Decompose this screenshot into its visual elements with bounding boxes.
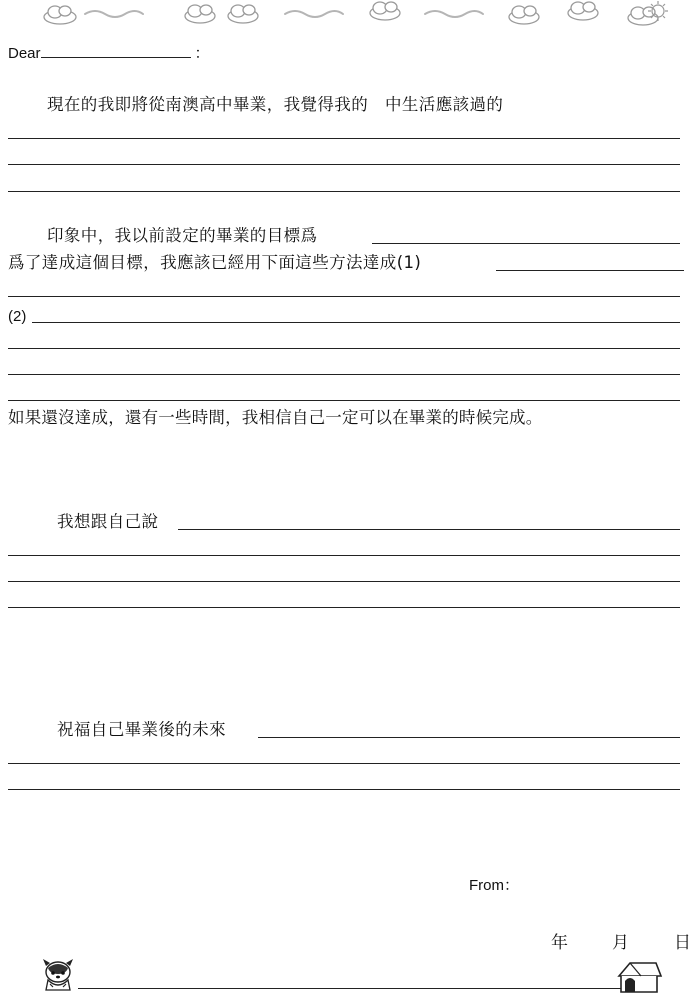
greeting-colon: ：: [194, 45, 210, 62]
answer-line[interactable]: [8, 348, 680, 349]
cloud-icon: [509, 6, 539, 24]
self-talk-blank[interactable]: [178, 529, 680, 530]
date-year-label: 年: [551, 933, 568, 953]
answer-line[interactable]: [8, 191, 680, 192]
answer-line[interactable]: [8, 763, 680, 764]
date-day-label: 日: [674, 933, 691, 953]
cloud-icon: [185, 5, 215, 23]
cloud-icon: [568, 2, 598, 20]
blessing-blank[interactable]: [258, 737, 680, 738]
cloud-border: [0, 0, 693, 36]
cloud-icon: [44, 6, 76, 24]
answer-line[interactable]: [8, 400, 680, 401]
answer-line[interactable]: [8, 164, 680, 165]
method-two-blank[interactable]: [32, 322, 680, 323]
house-icon: [617, 960, 663, 994]
answer-line[interactable]: [8, 555, 680, 556]
grass-icon: [425, 11, 483, 17]
answer-line[interactable]: [8, 789, 680, 790]
answer-line[interactable]: [8, 138, 680, 139]
dog-icon: [40, 958, 76, 992]
goal-blank[interactable]: [372, 243, 680, 244]
recipient-blank[interactable]: [41, 56, 191, 58]
method-one-blank[interactable]: [496, 270, 684, 271]
graduation-sentence: 現在的我即將從南澳高中畢業，我覺得我的 中生活應該過的: [47, 95, 504, 114]
grass-icon: [85, 11, 143, 17]
methods-prompt: 爲了達成這個目標，我應該已經用下面這些方法達成(1): [8, 253, 422, 272]
date-row: [548, 928, 693, 953]
self-talk-prompt: 我想跟自己說: [57, 512, 159, 531]
blessing-prompt: 祝福自己畢業後的未來: [57, 720, 226, 739]
date-month-label: 月: [612, 933, 629, 953]
answer-line[interactable]: [8, 607, 680, 608]
greeting-salutation: Dear: [8, 45, 41, 62]
answer-line[interactable]: [8, 374, 680, 375]
answer-line[interactable]: [8, 581, 680, 582]
footer-rule: [78, 988, 622, 989]
from-label: From：: [469, 877, 519, 894]
answer-line[interactable]: [8, 296, 680, 297]
goal-prompt: 印象中，我以前設定的畢業的目標爲: [47, 226, 318, 245]
sun-icon: [648, 1, 668, 21]
grass-icon: [285, 11, 343, 17]
method-two-label: (2): [8, 308, 27, 325]
greeting-line: [8, 44, 210, 64]
cloud-icon: [628, 7, 658, 25]
cloud-icon: [228, 5, 258, 23]
cloud-icon: [370, 2, 400, 20]
encouragement-sentence: 如果還沒達成，還有一些時間，我相信自己一定可以在畢業的時候完成。: [8, 408, 543, 427]
